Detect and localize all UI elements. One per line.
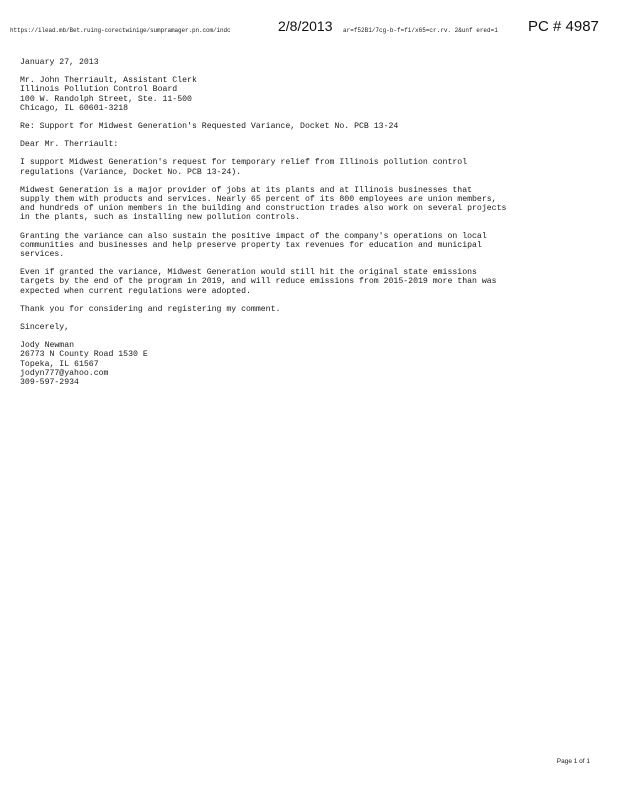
paragraph-line: Midwest Generation is a major provider of jobs at its plants and at Illinois businesses that [20, 185, 473, 195]
paragraph [20, 186, 600, 223]
salutation: Dear Mr. Therriault: [20, 140, 119, 150]
paragraph-line: and hundreds of union members in the building and construction trades also work on several projects [20, 204, 507, 214]
closing: Sincerely, [20, 323, 70, 333]
paragraph-line: I support Midwest Generation's request for temporary relief from Illinois pollution control [20, 158, 468, 168]
paragraph-line: services. [20, 250, 65, 260]
signature-name: Jody Newman [20, 341, 75, 351]
paragraph [20, 305, 600, 314]
fax-header [10, 18, 610, 40]
recipient-address [20, 76, 600, 113]
paragraph-line: communities and businesses and help preserve property tax revenues for education and municipal [20, 240, 482, 250]
paragraph-line: regulations (Variance, Docket No. PCB 13-24). [20, 167, 242, 177]
paragraph-line: Even if granted the variance, Midwest Generation would still hit the original state emissions [20, 268, 477, 278]
signature-city: Topeka, IL 61567 [20, 359, 99, 369]
recipient-line: 100 W. Randolph Street, Ste. 11-500 [20, 94, 192, 104]
paragraph-line: Granting the variance can also sustain the positive impact of the company's operations on local [20, 231, 487, 241]
paragraph-line: supply them with products and services. Nearly 65 percent of its 800 employees are union members, [20, 195, 497, 205]
paragraph [20, 268, 600, 296]
paragraph [20, 232, 600, 260]
recipient-line: Chicago, IL 60601-3218 [20, 103, 129, 113]
page-number: Page 1 of 1 [556, 758, 590, 765]
signature-block [20, 341, 600, 387]
letter-body [20, 58, 600, 387]
subject-line: Re: Support for Midwest Generation's Requested Variance, Docket No. PCB 13-24 [20, 122, 399, 132]
recipient-line: Mr. John Therriault, Assistant Clerk [20, 76, 197, 86]
paragraph-line: Thank you for considering and registering my comment. [20, 304, 281, 314]
paragraph-line: targets by the end of the program in 2019, and will reduce emissions from 2015-2019 more than was [20, 277, 497, 287]
paragraph [20, 158, 600, 176]
public-comment-number: PC # 4987 [528, 18, 599, 35]
signature-address: 26773 N County Road 1530 E [20, 350, 148, 360]
signature-email: jodyn777@yahoo.com [20, 368, 109, 378]
paragraph-line: in the plants, such as installing new pollution controls. [20, 213, 301, 223]
recipient-line: Illinois Pollution Control Board [20, 85, 178, 95]
letter-date: January 27, 2013 [20, 58, 99, 67]
paragraph-line: expected when current regulations were adopted. [20, 286, 251, 296]
header-date: 2/8/2013 [278, 18, 333, 34]
header-url-tail: ar=f52B1/7cg-b-f=fi/x65=cr.rv. 2&unf ered=1 [343, 27, 498, 34]
header-url: https://ilead.mb/Bet.ruing-corectwinige/sumpramager.pn.com/indc [10, 27, 231, 34]
signature-phone: 309-597-2934 [20, 378, 79, 388]
